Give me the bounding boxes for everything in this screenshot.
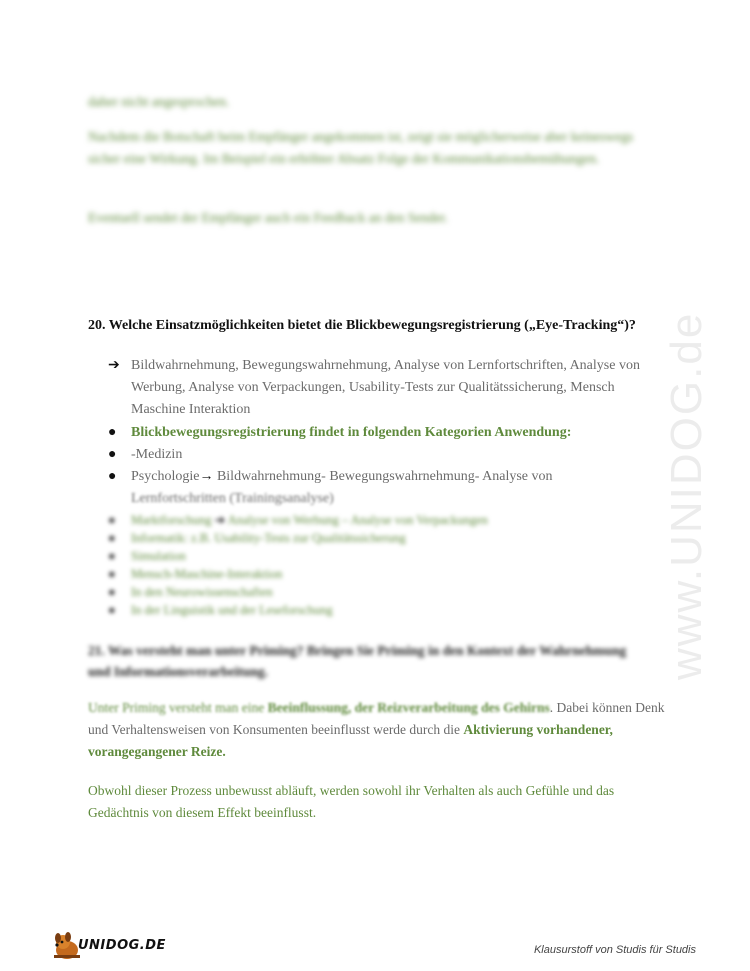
list-item xyxy=(108,565,668,583)
bullet-icon: ● xyxy=(108,567,116,581)
list-item xyxy=(108,529,668,547)
logo-text: UNIDOG.DE xyxy=(78,938,166,953)
bullet-icon: ● xyxy=(108,447,117,462)
arrow-right-icon: ➔ xyxy=(214,513,226,527)
small-bullet-simulation: Simulation xyxy=(131,549,186,563)
top-paragraph-2: Nachdem die Botschaft beim Empfänger angekommen ist, zeigt sie möglicherweise aber keineswegs sicher eine Wirkung. Im Beispiel ein erhöhter Absatz Folge der Kommunikationsbemühungen. xyxy=(88,129,634,166)
list-item xyxy=(108,583,668,601)
list-item xyxy=(108,547,668,565)
arrow-item-text: Bildwahrnehmung, Bewegungswahrnehmung, Analyse von Lernfortschriften, Analyse von Werbung, Analyse von Verpackungen, Usability-Tests zur Qualitätssicherung, Mensch Maschine Interaktion xyxy=(131,358,640,417)
bullet-icon: ● xyxy=(108,603,116,617)
question-21-heading: 21. Was versteht man unter Priming? Bringen Sie Priming in den Kontext der Wahrnehmung und Informationsverarbeitung. xyxy=(88,643,627,679)
bullet-psych-continuation: Lernfortschritten (Trainingsanalyse) xyxy=(131,491,334,506)
footer-tagline: Klausurstoff von Studis für Studis xyxy=(533,944,696,956)
bullet-medizin: -Medizin xyxy=(131,447,183,462)
small-bullet-text xyxy=(131,511,668,529)
top-paragraph-3: Eventuell sendet der Empfänger auch ein Feedback an den Sender. xyxy=(88,210,448,225)
bullet-icon: ● xyxy=(108,585,116,599)
small-bullet-informatik: Informatik: z.B. Usability-Tests zur Qualitätssicherung xyxy=(131,531,406,545)
arrow-right-icon: ➔ xyxy=(108,358,120,373)
answer-21-paragraph-1 xyxy=(88,697,673,763)
bullet-icon: ● xyxy=(108,549,116,563)
small-bullet-mmi: Mensch-Maschine-Interaktion xyxy=(131,567,283,581)
bullet-list xyxy=(108,422,668,510)
list-item xyxy=(108,466,668,510)
small-bullet-marktforschung: Marktforschung xyxy=(131,513,212,527)
bullet-psychologie xyxy=(131,466,668,510)
list-item xyxy=(108,422,668,444)
question-20-heading: 20. Welche Einsatzmöglichkeiten bietet die Blickbewegungsregistrierung („Eye-Tracking“)? xyxy=(88,318,636,333)
small-bullet-linguistik: In der Linguistik und der Leseforschung xyxy=(131,603,333,617)
small-bullet-list xyxy=(108,511,668,619)
arrow-right-icon: → xyxy=(199,469,214,484)
answer-21-intro: Unter Priming versteht man eine xyxy=(88,700,265,715)
top-paragraph-1: daher nicht angesprochen. xyxy=(88,94,230,109)
answer-21-paragraph-2: Obwohl dieser Prozess unbewusst abläuft, werden sowohl ihr Verhalten als auch Gefühle und das Gedächtnis von diesem Effekt beeinflusst. xyxy=(88,783,615,820)
bullet-icon: ● xyxy=(108,469,117,484)
bullet-psych-text: Bildwahrnehmung- Bewegungswahrnehmung- Analyse von xyxy=(216,469,553,484)
small-bullet-analyse: Analyse von Werbung – Analyse von Verpackungen xyxy=(227,513,488,527)
small-bullet-neuro: In den Neurowissenschaften xyxy=(131,585,273,599)
bullet-icon: ● xyxy=(108,513,116,527)
bullet-icon: ● xyxy=(108,531,116,545)
bullet-icon: ● xyxy=(108,425,117,440)
answer-21-emphasis: Beeinflussung, der Reizverarbeitung des Gehirns xyxy=(267,700,550,715)
bullet-psych-label: Psychologie xyxy=(131,469,200,484)
answer-21-activation: Aktivierung vorhandener, vorangegangener Reize. xyxy=(88,722,613,759)
watermark-text: www.UNIDOG.de xyxy=(662,311,711,680)
list-item xyxy=(108,601,668,619)
list-item xyxy=(108,444,668,466)
unidog-logo xyxy=(50,928,180,962)
bullet-heading: Blickbewegungsregistrierung findet in folgenden Kategorien Anwendung: xyxy=(131,425,572,440)
arrow-item xyxy=(108,355,668,421)
list-item xyxy=(108,511,668,529)
answer-21-text: . Dabei können Denk und Verhaltensweisen von Konsumenten beeinflusst werde durch die xyxy=(88,700,665,737)
